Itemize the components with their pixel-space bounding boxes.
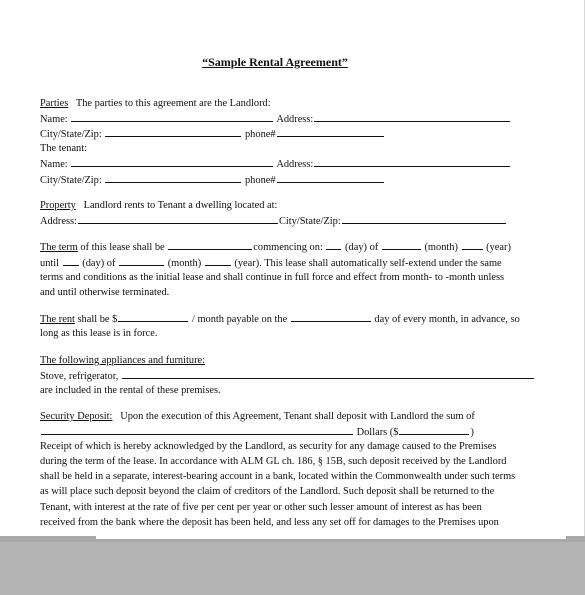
term-line-2: until (day) of (month) (year). This lease shall automatically self-extend under the same bbox=[40, 258, 502, 269]
landlord-phone-blank[interactable] bbox=[277, 127, 384, 137]
term-line-1: The term of this lease shall be commencing on: (day) of (month) (year) bbox=[40, 242, 511, 253]
appliances-heading-line bbox=[40, 354, 205, 367]
deposit-text-line: shall be held in a separate, interest-bearing account in a bank, located within the Commonwealth under such terms bbox=[40, 471, 516, 482]
property-intro-line: Property Landlord rents to Tenant a dwelling located at: bbox=[40, 200, 278, 211]
landlord-city-line: City/State/Zip: phone# bbox=[40, 127, 385, 141]
end-year-blank[interactable] bbox=[205, 256, 231, 266]
start-year-blank[interactable] bbox=[462, 240, 483, 250]
property-address-blank[interactable] bbox=[78, 214, 278, 224]
deposit-text-line: as will place such deposit beyond the claim of creditors of the Landlord. Such deposit shall be returned to the bbox=[40, 486, 495, 497]
page-edge bbox=[96, 530, 566, 539]
parties-intro-line: Parties The parties to this agreement are the Landlord: bbox=[40, 98, 271, 109]
rent-line-1: The rent shall be $ / month payable on the day of every month, in advance, so bbox=[40, 314, 520, 325]
landlord-name-line: Name: Address: bbox=[40, 112, 511, 126]
end-month-blank[interactable] bbox=[119, 256, 164, 266]
deposit-line-2: Dollars ($ ) bbox=[40, 425, 474, 439]
appliances-blank[interactable] bbox=[122, 369, 534, 379]
rent-heading: The rent bbox=[40, 314, 75, 325]
tenant-name-line: Name: Address: bbox=[40, 157, 511, 171]
deposit-text-line: during the term of the lease. In accordance with ALM GL ch. 186, § 15B, such deposit received by the Landlord bbox=[40, 456, 507, 467]
deposit-amount-blank[interactable] bbox=[399, 425, 469, 435]
tenant-label-line: The tenant: bbox=[40, 143, 88, 154]
tenant-address-blank[interactable] bbox=[314, 157, 510, 167]
term-heading: The term bbox=[40, 242, 78, 253]
term-line-3: terms and conditions as the initial lease and shall continue in full force and effect from month- to -month unless bbox=[40, 272, 505, 283]
rent-amount-blank[interactable] bbox=[118, 312, 188, 322]
end-day-blank[interactable] bbox=[63, 256, 79, 266]
tenant-name-blank[interactable] bbox=[71, 157, 273, 167]
appliances-heading: The following appliances and furniture: bbox=[40, 355, 206, 366]
deposit-text-line: Receipt of which is hereby acknowledged by the Landlord, as security for any damage caused to the Premises bbox=[40, 441, 497, 452]
property-address-line: Address: City/State/Zip: bbox=[40, 214, 507, 228]
property-heading: Property bbox=[40, 200, 76, 211]
document-title: “Sample Rental Agreement” bbox=[202, 55, 348, 69]
landlord-city-blank[interactable] bbox=[105, 127, 241, 137]
deposit-text-line: Tenant, with interest at the rate of five per cent per year or other such lesser amount of interest as has been bbox=[40, 502, 482, 513]
deposit-line-1: Security Deposit: Upon the execution of this Agreement, Tenant shall deposit with Landlord the sum of bbox=[40, 411, 475, 422]
property-city-blank[interactable] bbox=[342, 214, 506, 224]
page-footer-band bbox=[0, 536, 585, 595]
deposit-heading: Security Deposit: bbox=[40, 411, 113, 422]
term-line-4: and until otherwise terminated. bbox=[40, 287, 170, 298]
start-day-blank[interactable] bbox=[326, 240, 341, 250]
deposit-words-blank[interactable] bbox=[41, 425, 353, 435]
parties-heading: Parties bbox=[40, 98, 69, 109]
rent-line-2: long as this lease is in force. bbox=[40, 328, 158, 339]
start-month-blank[interactable] bbox=[382, 240, 421, 250]
deposit-text-line: received from the bank where the deposit has been held, and less any set off for damages to the Premises upon bbox=[40, 517, 499, 528]
tenant-city-blank[interactable] bbox=[105, 173, 241, 183]
appliances-line-1: Stove, refrigerator, bbox=[40, 369, 535, 383]
landlord-name-blank[interactable] bbox=[71, 112, 273, 122]
rent-due-day-blank[interactable] bbox=[291, 312, 371, 322]
landlord-address-blank[interactable] bbox=[314, 112, 510, 122]
appliances-line-2: are included in the rental of these premises. bbox=[40, 385, 221, 396]
tenant-city-line: City/State/Zip: phone# bbox=[40, 173, 385, 187]
term-length-blank[interactable] bbox=[168, 240, 252, 250]
tenant-phone-blank[interactable] bbox=[277, 173, 384, 183]
